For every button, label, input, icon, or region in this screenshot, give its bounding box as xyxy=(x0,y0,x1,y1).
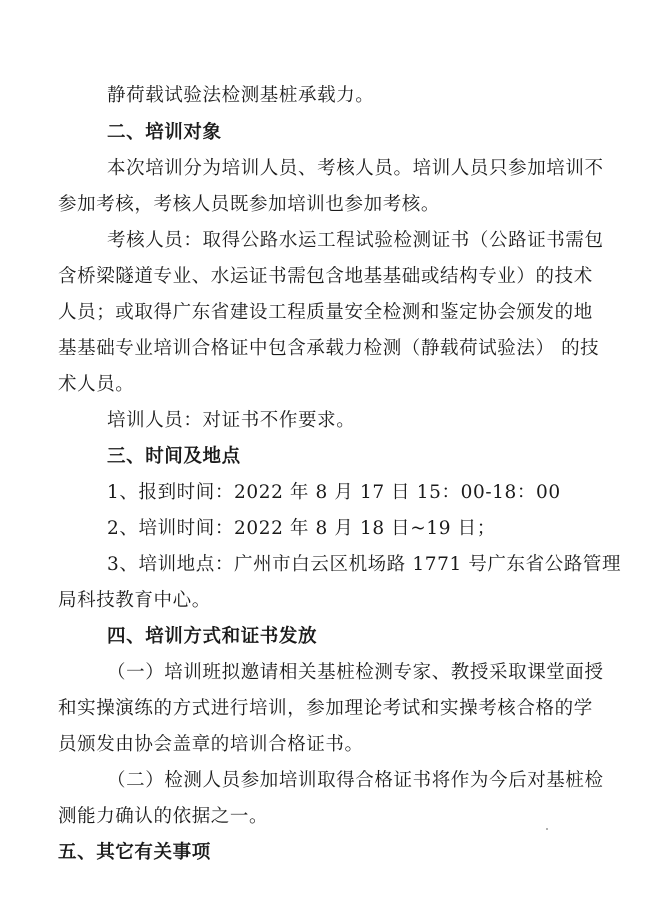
section-heading-5: 五、其它有关事项 xyxy=(58,842,211,863)
paragraph-line: 考核人员：取得公路水运工程试验检测证书（公路证书需包 xyxy=(107,230,604,251)
list-item-training-location: 3、培训地点：广州市白云区机场路 1771 号广东省公路管理 xyxy=(107,554,622,575)
paragraph-line: 员颁发由协会盖章的培训合格证书。 xyxy=(58,734,364,755)
scan-speck xyxy=(546,828,548,830)
section-heading-2: 二、培训对象 xyxy=(107,122,222,143)
list-item-report-time: 1、报到时间：2022 年 8 月 17 日 15：00-18：00 xyxy=(107,482,561,503)
paragraph-line: 本次培训分为培训人员、考核人员。培训人员只参加培训不 xyxy=(107,158,604,179)
list-item-training-time: 2、培训时间：2022 年 8 月 18 日~19 日； xyxy=(107,518,496,539)
paragraph-line: 术人员。 xyxy=(58,374,135,395)
paragraph-line: 基基础专业培训合格证中包含承载力检测（静载荷试验法） 的技 xyxy=(58,338,600,359)
paragraph-line: （二）检测人员参加培训取得合格证书将作为今后对基桩检 xyxy=(107,770,604,791)
paragraph-line: 静荷载试验法检测基桩承载力。 xyxy=(107,85,375,106)
paragraph-line: 含桥梁隧道专业、水运证书需包含地基基础或结构专业）的技术 xyxy=(58,266,593,287)
section-heading-4: 四、培训方式和证书发放 xyxy=(107,626,318,647)
section-heading-3: 三、时间及地点 xyxy=(107,446,241,467)
paragraph-line: 局科技教育中心。 xyxy=(58,590,211,611)
paragraph-line: （一）培训班拟邀请相关基桩检测专家、教授采取课堂面授 xyxy=(107,662,604,683)
paragraph-line: 人员；或取得广东省建设工程质量安全检测和鉴定协会颁发的地 xyxy=(58,302,593,323)
paragraph-line: 和实操演练的方式进行培训，参加理论考试和实操考核合格的学 xyxy=(58,698,593,719)
paragraph-line: 测能力确认的依据之一。 xyxy=(58,806,269,827)
paragraph-line: 培训人员：对证书不作要求。 xyxy=(107,410,356,431)
paragraph-line: 参加考核，考核人员既参加培训也参加考核。 xyxy=(58,194,441,215)
